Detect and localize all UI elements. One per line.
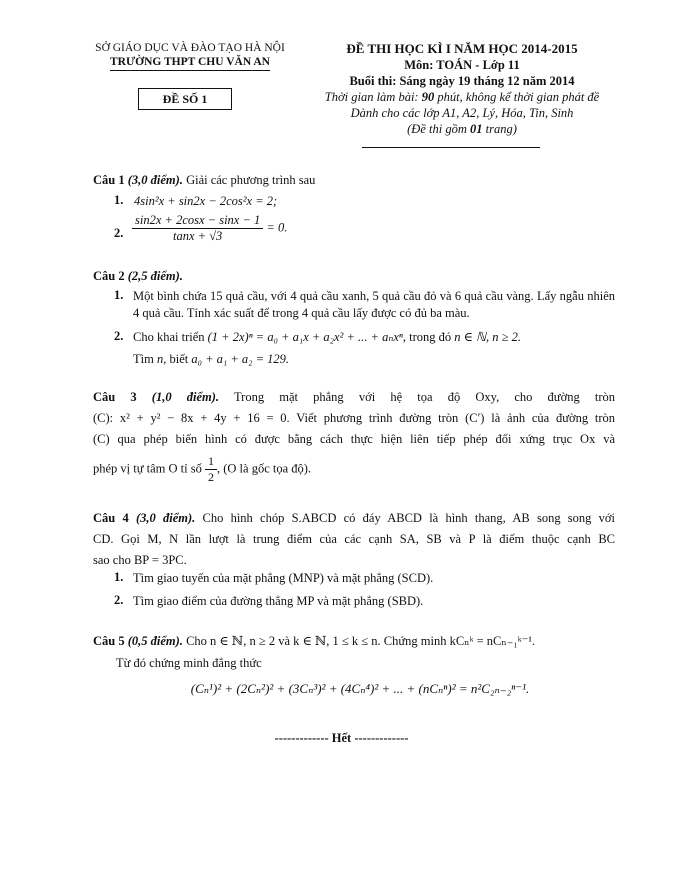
q2-item-2a: Cho khai triển (1 + 2x)ⁿ = a₀ + a₁x + a₂x² + ... + aₙxⁿ, trong đó n ∈ ℕ, n ≥ 2.: [133, 330, 522, 344]
exam-classes: Dành cho các lớp A1, A2, Lý, Hóa, Tin, Sinh: [350, 106, 574, 120]
header-left: [60, 41, 320, 71]
q5-line-2: Từ đó chứng minh đẳng thức: [116, 656, 262, 670]
exam-title: ĐỀ THI HỌC KÌ I NĂM HỌC 2014-2015: [346, 41, 578, 56]
question-3: Câu 3 (1,0 điểm). Trong mặt phẳng với hệ tọa độ Oxy, cho đường tròn (C): x² + y² − 8x + 4y + 16 = 0. Viết phương trình đường tròn (C′) là ảnh của đường tròn (C) qua phép biến hình có được bằng cách thực hiện liên tiếp phép đối xứng trục Ox và phép vị tự tâm O tỉ số $\frac{1}{2}$ , (O là gốc tọa độ).: [93, 390, 615, 484]
end-marker: ------------- Hết -------------: [274, 731, 409, 745]
exam-duration: Thời gian làm bài: 90 phút, không kể thời gian phát đề: [324, 90, 600, 104]
q3-line-2: (C): x² + y² − 8x + 4y + 16 = 0. Viết phương trình đường tròn (C′) là ảnh của đường tròn: [93, 411, 615, 425]
q2-item-1-number: 1.: [114, 288, 124, 302]
exam-pages: (Đề thi gồm 01 trang): [407, 122, 517, 136]
q2-item-2-number: 2.: [114, 329, 124, 343]
department-name: SỞ GIÁO DỤC VÀ ĐÀO TẠO HÀ NỘI: [95, 42, 285, 54]
q1-item-2-number: 2.: [114, 226, 124, 240]
exam-session: Buổi thi: Sáng ngày 19 tháng 12 năm 2014: [349, 74, 575, 88]
q2-item-1: Một bình chứa 15 quả cầu, với 4 quả cầu xanh, 5 quả cầu đỏ và 6 quả cầu vàng. Lấy ngẫu nhiên 4 quả cầu. Tính xác suất để trong 4 quả cầu lấy được có đủ ba màu.: [133, 289, 615, 320]
q4-item-1-number: 1.: [114, 570, 124, 584]
q1-eq2-denominator: tanx + √3: [172, 229, 223, 243]
q3-line-3: (C) qua phép biến hình có được bằng cách thực hiện liên tiếp phép đối xứng trục Ox và: [93, 432, 615, 446]
question-4: Câu 4 (3,0 điểm). Cho hình chóp S.ABCD có đáy ABCD là hình thang, AB song song với CD. Gọi M, N lần lượt là trung điểm của các cạnh SA, SB và P là điểm thuộc cạnh BC sao cho BP = 3PC.: [93, 508, 615, 571]
q4-item-2: Tìm giao điểm của đường thẳng MP và mặt phẳng (SBD).: [133, 594, 424, 608]
q3-fraction-numerator: 1: [205, 454, 217, 470]
q2-item-2b: Tìm n, biết a₀ + a₁ + a₂ = 129.: [133, 352, 290, 366]
q1-equation-2: [132, 213, 287, 244]
q4-item-2-number: 2.: [114, 593, 124, 607]
header-divider: [362, 147, 540, 148]
question-5: Câu 5 (0,5 điểm). Cho n ∈ ℕ, n ≥ 2 và k ∈ ℕ, 1 ≤ k ≤ n. Chứng minh kCₙᵏ = nCₙ₋₁ᵏ⁻¹.: [93, 634, 536, 648]
exam-code-box: ĐỀ SỐ 1: [138, 88, 232, 110]
q5-formula: (Cₙ¹)² + (2Cₙ²)² + (3Cₙ³)² + (4Cₙ⁴)² + ... + (nCₙⁿ)² = n²C₂ₙ₋₂ⁿ⁻¹.: [190, 681, 530, 696]
school-name: TRƯỜNG THPT CHU VĂN AN: [110, 55, 270, 71]
q1-equation-1: 4sin²x + sin2x − 2cos²x = 2;: [134, 194, 278, 208]
q1-eq2-rhs: = 0.: [266, 220, 288, 235]
q1-eq2-numerator: sin2x + 2cosx − sinx − 1: [132, 213, 263, 229]
q4-line-2: CD. Gọi M, N lần lượt là trung điểm của các cạnh SA, SB và P là điểm thuộc cạnh BC: [93, 532, 615, 546]
q1-item-1-number: 1.: [114, 193, 124, 207]
q4-line-3: sao cho BP = 3PC.: [93, 553, 187, 567]
exam-subject: Môn: TOÁN - Lớp 11: [404, 58, 520, 72]
header-right: [292, 41, 632, 137]
question-1: Câu 1 (3,0 điểm). Giải các phương trình sau: [93, 173, 316, 187]
q3-fraction-denominator: 2: [207, 470, 214, 484]
q4-item-1: Tìm giao tuyến của mặt phẳng (MNP) và mặt phẳng (SCD).: [133, 571, 434, 585]
question-2: Câu 2 (2,5 điểm).: [93, 269, 183, 283]
q3-line-4: phép vị tự tâm O tỉ số $\frac{1}{2}$ , (O là gốc tọa độ).: [93, 454, 312, 484]
